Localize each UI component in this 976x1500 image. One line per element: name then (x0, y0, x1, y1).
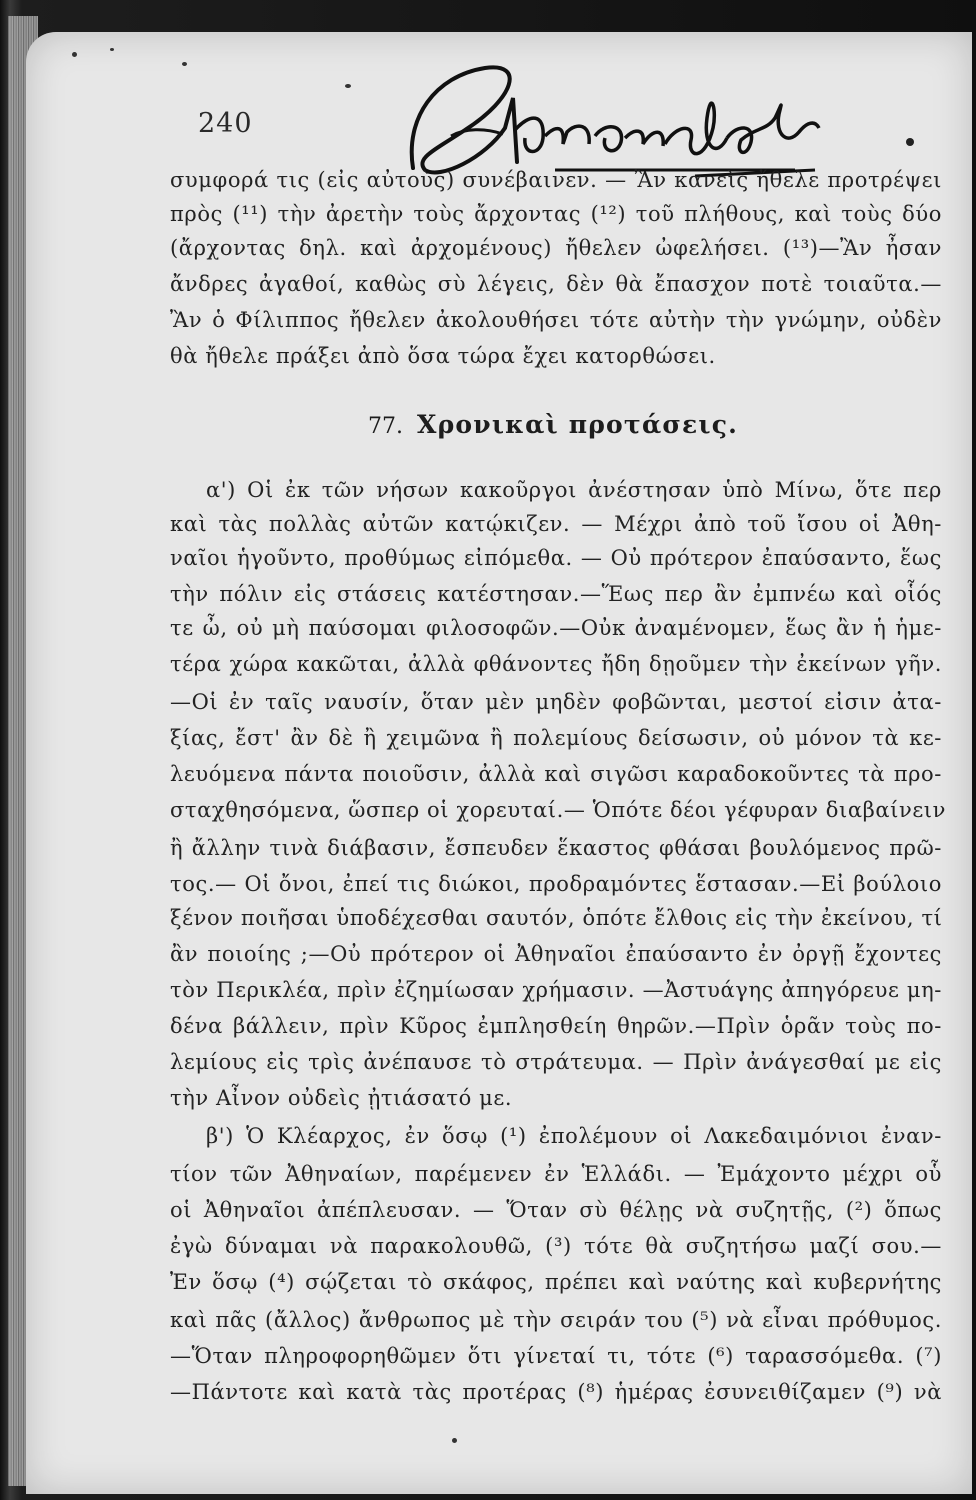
text-line: σταχθησόμενα, ὥσπερ οἱ χορευταί.— Ὁπότε δέοι γέφυραν διαβαίνειν (170, 798, 947, 822)
section-number: 77. (368, 414, 403, 439)
text-line: Ἐν ὅσῳ (⁴) σῴζεται τὸ σκάφος, πρέπει καὶ ναύτης καὶ κυβερνήτης (170, 1270, 942, 1294)
text-line: ξίας, ἔστ' ἂν δὲ ἢ χειμῶνα ἢ πολεμίους δείσωσιν, οὐ μόνον τὰ κε- (170, 726, 942, 750)
text-line: ἄνδρες ἀγαθοί, καθὼς σὺ λέγεις, δὲν θὰ ἔπασχον ποτὲ τοιαῦτα.— (170, 272, 942, 296)
text-line: θὰ ἤθελε πράξει ἀπὸ ὅσα τώρα ἔχει κατορθώσει. (170, 344, 716, 368)
text-line: λεμίους εἰς τρὶς ἀνέπαυσε τὸ στράτευμα. — Πρὶν ἀνάγεσθαί με εἰς (170, 1050, 942, 1074)
text-line: —Οἱ ἐν ταῖς ναυσίν, ὅταν μὲν μηδὲν φοβῶνται, μεστοί εἰσιν ἀτα- (170, 690, 942, 714)
text-line: τέρα χώρα κακῶται, ἀλλὰ φθάνοντες ἤδη δῃοῦμεν τὴν ἐκείνων γῆν. (170, 652, 942, 676)
text-line: ναῖοι ἡγοῦντο, προθύμως εἰπόμεθα. — Οὐ πρότερον ἐπαύσαντο, ἕως (170, 546, 942, 570)
text-line: τος.— Οἱ ὄνοι, ἐπεί τις διώκοι, προδραμόντες ἕστασαν.—Εἰ βούλοιο (170, 872, 942, 896)
dust-speck (72, 52, 77, 57)
text-line: καὶ πᾶς (ἄλλος) ἄνθρωπος μὲ τὴν σειράν του (⁵) νὰ εἶναι πρόθυμος. (170, 1308, 942, 1332)
text-line: τίον τῶν Ἀθηναίων, παρέμενεν ἐν Ἑλλάδι. — Ἐμάχοντο μέχρι οὗ (170, 1162, 942, 1186)
dust-speck (452, 1438, 457, 1443)
text-line: ξένον ποιῆσαι ὑποδέχεσθαι σαυτόν, ὁπότε ἔλθοις εἰς τὴν ἐκείνου, τί (170, 906, 943, 930)
text-line: —Πάντοτε καὶ κατὰ τὰς προτέρας (⁸) ἡμέρας ἐσυνειθίζαμεν (⁹) νὰ (170, 1380, 942, 1404)
text-line: τὴν πόλιν εἰς στάσεις κατέστησαν.—Ἕως περ ἂν ἐμπνέω καὶ οἷός (170, 582, 942, 606)
text-line: —Ὅταν πληροφορηθῶμεν ὅτι γίνεταί τι, τότε (⁶) ταρασσόμεθα. (⁷) (170, 1344, 942, 1368)
page-number: 240 (198, 108, 253, 139)
text-line: λευόμενα πάντα ποιοῦσιν, ἀλλὰ καὶ σιγῶσι καραδοκοῦντες τὰ προ- (170, 762, 942, 786)
text-line: δένα βάλλειν, πρὶν Κῦρος ἐμπλησθείη θηρῶν.—Πρὶν ὁρᾶν τοὺς πο- (170, 1014, 942, 1038)
text-line: β') Ὁ Κλέαρχος, ἐν ὅσῳ (¹) ἐπολέμουν οἱ Λακεδαιμόνιοι ἐναν- (206, 1124, 942, 1148)
text-line: συμφορά τις (εἰς αὐτοὺς) συνέβαινεν. — Ἂν κανεὶς ἤθελε προτρέψει (170, 168, 942, 192)
text-line: ἐγὼ δύναμαι νὰ παρακολουθῶ, (³) τότε θὰ συζητήσω μαζί σου.— (170, 1234, 942, 1258)
text-line: πρὸς (¹¹) τὴν ἀρετὴν τοὺς ἄρχοντας (¹²) τοῦ πλήθους, καὶ τοὺς δύο (170, 202, 942, 226)
text-line: οἱ Ἀθηναῖοι ἀπέπλευσαν. — Ὅταν σὺ θέλῃς νὰ συζητῇς, (²) ὅπως (170, 1198, 942, 1222)
ink-dot (906, 138, 914, 146)
dust-speck (182, 62, 187, 66)
text-line: τε ὦ, οὐ μὴ παύσομαι φιλοσοφῶν.—Οὐκ ἀναμένομεν, ἕως ἂν ἡ ἡμε- (170, 616, 942, 640)
text-line: ἢ ἄλλην τινὰ διάβασιν, ἔσπευδεν ἕκαστος φθάσαι βουλόμενος πρῶ- (170, 836, 942, 860)
text-line: Ἂν ὁ Φίλιππος ἤθελεν ἀκολουθήσει τότε αὐτὴν τὴν γνώμην, οὐδὲν (170, 308, 942, 332)
text-line: α') Οἱ ἐκ τῶν νήσων κακοῦργοι ἀνέστησαν ὑπὸ Μίνω, ὅτε περ (206, 478, 942, 502)
text-line: τὴν Αἶνον οὐδεὶς ᾐτιάσατό με. (170, 1086, 513, 1110)
dust-speck (345, 84, 351, 88)
text-line: (ἄρχοντας δηλ. καὶ ἀρχομένους) ἤθελεν ὠφελήσει. (¹³)—Ἂν ἦσαν (170, 236, 942, 260)
text-line: καὶ τὰς πολλὰς αὐτῶν κατῴκιζεν. — Μέχρι ἀπὸ τοῦ ἴσου οἱ Ἀθη- (170, 512, 942, 536)
text-line: ἂν ποιοίης ;—Οὐ πρότερον οἱ Ἀθηναῖοι ἐπαύσαντο ἐν ὀργῇ ἔχοντες (170, 942, 942, 966)
text-line: τὸν Περικλέα, πρὶν ἐζημίωσαν χρήμασιν. —Ἀστυάγης ἀπηγόρευε μη- (170, 978, 942, 1002)
section-title: Χρονικαὶ προτάσεις. (417, 410, 739, 439)
dust-speck (110, 48, 114, 51)
section-heading (368, 410, 738, 439)
